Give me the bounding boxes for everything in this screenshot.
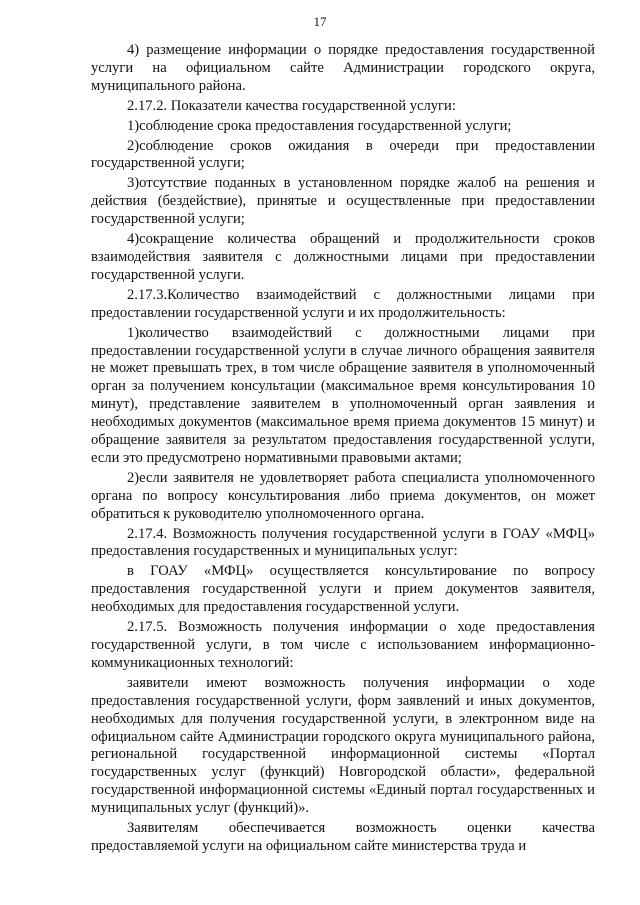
document-body [91,42,595,858]
section-heading-2-17-4: 2.17.4. Возможность получения государственной услуги в ГОАУ «МФЦ» предоставления государственных и муниципальных услуг: [91,525,595,560]
paragraph-quality-4: 4)сокращение количества обращений и продолжительности сроков взаимодействия заявителя с должностными лицами при предоставлении государственной услуги. [91,231,595,283]
paragraph-quality-1: 1)соблюдение срока предоставления государственной услуги; [127,117,512,134]
paragraph-interactions-1: 1)количество взаимодействий с должностными лицами при предоставлении государственной услуги в случае личного обращения заявителя не может превышать трех, в том числе обращение заявителя в уполномоченный орган за получением консультации (максимальное время консультирования 10 минут), представление заявителем в уполномоченный орган заявления и необходимых документов (максимальное время приема документов 15 минут) и обращение заявителя за результатом предоставления государственной услуги, если это предусмотрено нормативными правовыми актами; [91,324,595,466]
section-heading-2-17-3: 2.17.3.Количество взаимодействий с должностными лицами при предоставлении государственной услуги и их продолжительность: [91,286,595,321]
paragraph-interactions-2: 2)если заявителя не удовлетворяет работа специалиста уполномоченного органа по вопросу консультирования либо приема документов, он может обратиться к руководителю уполномоченного органа. [91,469,595,522]
paragraph-item-4-website: 4) размещение информации о порядке предоставления государственной услуги на официальном сайте Администрации городского округа, муниципального района. [91,42,595,94]
section-heading-2-17-2: 2.17.2. Показатели качества государственной услуги: [127,97,456,114]
paragraph-quality-2: 2)соблюдение сроков ожидания в очереди при предоставлении государственной услуги; [91,137,595,172]
paragraph-mfc: в ГОАУ «МФЦ» осуществляется консультирование по вопросу предоставления государственной услуги и прием документов заявителя, необходимых для предоставления государственной услуги. [91,563,595,616]
paragraph-quality-3: 3)отсутствие поданных в установленном порядке жалоб на решения и действия (бездействие), принятые и осуществленные при предоставлении государственной услуги; [91,175,595,228]
page-number: 17 [313,14,327,29]
paragraph-information-access: заявители имеют возможность получения информации о ходе предоставления государственной услуги, форм заявлений и иных документов, необходимых для получения государственной услуги, в электронном виде на официальном сайте Администрации городского округа муниципального района, региональной государственной информационной системы «Портал государственных услуг (функций) Новгородской области», федеральной государственной информационной системы «Единый портал государственных и муниципальных услуг (функций)». [91,674,595,817]
paragraph-quality-assessment: Заявителям обеспечивается возможность оценки качества предоставляемой услуги на официальном сайте министерства труда и [91,820,595,854]
section-heading-2-17-5: 2.17.5. Возможность получения информации о ходе предоставления государственной услуги, в том числе с использованием информационно-коммуникационных технологий: [91,619,595,671]
